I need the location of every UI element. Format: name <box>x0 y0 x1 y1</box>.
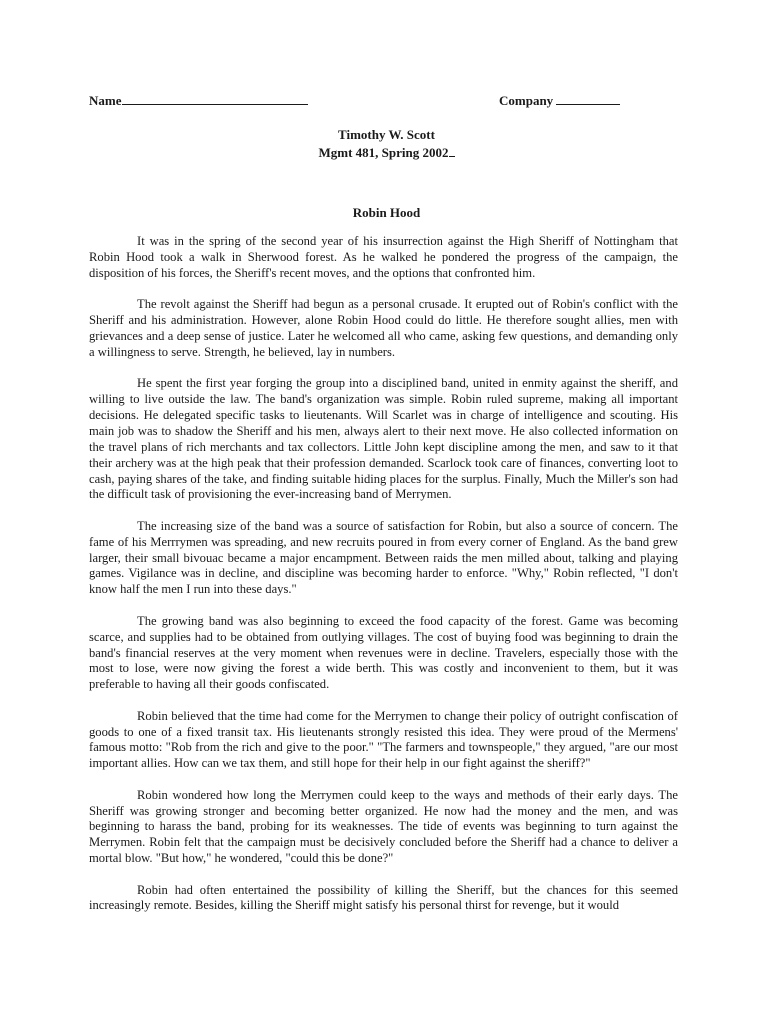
body-text <box>89 234 678 930</box>
company-blank-line <box>556 92 620 105</box>
paragraph: The increasing size of the band was a source of satisfaction for Robin, but also a source of concern. The fame of his Merrrymen was spreading, and new recruits poured in from every corner of England. As the band grew larger, their small bivouac became a major encampment. Between raids the men milled about, talking and playing games. Vigilance was in decline, and discipline was becoming harder to enforce. "Why," Robin reflected, "I don't know half the men I run into these days." <box>89 518 678 597</box>
paragraph: Robin had often entertained the possibility of killing the Sheriff, but the chances for this seemed increasingly remote. Besides, killing the Sheriff might satisfy his personal thirst for revenge, but it would <box>89 882 678 913</box>
paragraph: Robin believed that the time had come for the Merrymen to change their policy of outright confiscation of goods to one of a fixed transit tax. His lieutenants strongly resisted this idea. They were proud of the Mermens' famous motto: "Rob from the rich and give to the poor." "The farmers and townspeople," they argued, "are our most important allies. How can we tax them, and still hope for their help in our fight against the sheriff?" <box>89 708 678 771</box>
course-underline <box>449 144 455 157</box>
name-label: Name <box>89 93 122 108</box>
paragraph: The growing band was also beginning to exceed the food capacity of the forest. Game was becoming scarce, and supplies had to be obtained from outlying villages. The cost of buying food was beginning to drain the band's financial reserves at the very moment when revenues were in decline. Travelers, especially those with the most to lose, were now giving the forest a wide berth. This was costly and inconvenient to them, but it was preferable to having all their goods confiscated. <box>89 613 678 692</box>
company-label: Company <box>499 93 554 108</box>
header-fields <box>89 92 684 112</box>
paragraph: Robin wondered how long the Merrymen could keep to the ways and methods of their early days. The Sheriff was growing stronger and becoming better organized. He now had the money and the men, and was beginning to harass the band, probing for its weaknesses. The tide of events was beginning to turn against the Merrymen. Robin felt that the campaign must be decisively concluded before the Sheriff had a chance to deliver a mortal blow. "But how," he wondered, "could this be done?" <box>89 787 678 866</box>
document-title: Robin Hood <box>352 205 421 220</box>
name-field <box>89 92 308 109</box>
paragraph: He spent the first year forging the group into a disciplined band, united in enmity against the sheriff, and willing to live outside the law. The band's organization was simple. Robin ruled supreme, making all important decisions. He delegated specific tasks to lieutenants. Will Scarlet was in charge of intelligence and scouting. His main job was to shadow the Sheriff and his men, always alert to their next move. He also collected information on the travel plans of rich merchants and tax collectors. Little John kept discipline among the men, and saw to it that their archery was at the high peak that their profession demanded. Scarlock took care of finances, converting loot to cash, paying shares of the take, and finding suitable hiding places for the surplus. Finally, Much the Miller's son had the difficult task of provisioning the ever-increasing band of Merrymen. <box>89 376 678 502</box>
course-text: Mgmt 481, Spring 2002 <box>318 145 449 160</box>
paragraph: It was in the spring of the second year of his insurrection against the High Sheriff of Nottingham that Robin Hood took a walk in Sherwood forest. As he walked he pondered the progress of the campaign, the disposition of his forces, the Sheriff's recent moves, and the options that confronted him. <box>89 234 678 280</box>
name-blank-line <box>122 92 308 105</box>
author-name: Timothy W. Scott <box>338 127 435 142</box>
paragraph: The revolt against the Sheriff had begun as a personal crusade. It erupted out of Robin's conflict with the Sheriff and his administration. However, alone Robin Hood could do little. He therefore sought allies, men with grievances and a deep sense of justice. Later he welcomed all who came, asking few questions, and demanding only a willingness to serve. Strength, he believed, lay in numbers. <box>89 297 678 359</box>
course-line <box>89 144 684 162</box>
company-field <box>499 92 620 109</box>
